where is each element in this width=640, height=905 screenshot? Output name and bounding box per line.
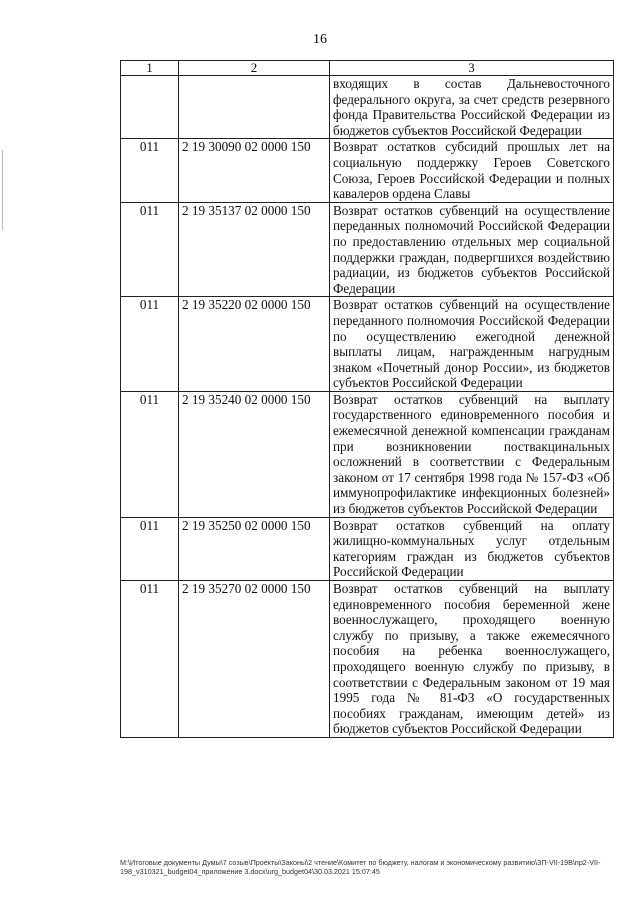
cell-admin-code: 011 <box>121 297 179 392</box>
cell-code-empty <box>121 76 179 139</box>
cell-kbk-code: 2 19 35220 02 0000 150 <box>179 297 330 392</box>
column-header-2: 2 <box>179 61 330 76</box>
table-row <box>121 391 614 517</box>
cell-description: Возврат остатков субвенций на выплату государственного единовременного пособия и ежемесячной денежной компенсации гражданам при возникновении поствакцинальных осложнений в соответствии с Федеральным законом от 17 сентября 1998 года № 157-ФЗ «Об иммунопрофилактике инфекционных болезней» из бюджетов субъектов Российской Федерации <box>330 391 614 517</box>
cell-kbk-empty <box>179 76 330 139</box>
cell-admin-code: 011 <box>121 139 179 202</box>
table-row <box>121 581 614 738</box>
budget-codes-table <box>120 60 614 738</box>
page-number: 16 <box>313 32 327 47</box>
cell-description: Возврат остатков субсидий прошлых лет на социальную поддержку Героев Советского Союза, Героев Российской Федерации и полных кавалеров ордена Славы <box>330 139 614 202</box>
cell-description: Возврат остатков субвенций на осуществление переданного полномочия Российской Федерации по осуществлению ежегодной денежной выплаты лицам, награжденным нагрудным знаком «Почетный донор России», из бюджетов субъектов Российской Федерации <box>330 297 614 392</box>
table-header-row <box>121 61 614 76</box>
column-header-3: 3 <box>330 61 614 76</box>
cell-admin-code: 011 <box>121 202 179 297</box>
cell-description: Возврат остатков субвенций на оплату жилищно-коммунальных услуг отдельным категориям граждан из бюджетов субъектов Российской Федерации <box>330 517 614 580</box>
cell-admin-code: 011 <box>121 581 179 738</box>
table-row <box>121 517 614 580</box>
table-row <box>121 202 614 297</box>
cell-description-continuation: входящих в состав Дальневосточного федерального округа, за счет средств резервного фонда Правительства Российской Федерации из бюджетов субъектов Российской Федерации <box>330 76 614 139</box>
cell-kbk-code: 2 19 35250 02 0000 150 <box>179 517 330 580</box>
cell-admin-code: 011 <box>121 517 179 580</box>
cell-kbk-code: 2 19 30090 02 0000 150 <box>179 139 330 202</box>
cell-kbk-code: 2 19 35240 02 0000 150 <box>179 391 330 517</box>
cell-kbk-code: 2 19 35137 02 0000 150 <box>179 202 330 297</box>
cell-description: Возврат остатков субвенций на осуществление переданных полномочий Российской Федерации по предоставлению отдельных мер социальной поддержки граждан, подвергшихся воздействию радиации, из бюджетов субъектов Российской Федерации <box>330 202 614 297</box>
scan-edge-mark <box>2 150 3 230</box>
cell-kbk-code: 2 19 35270 02 0000 150 <box>179 581 330 738</box>
cell-admin-code: 011 <box>121 391 179 517</box>
table-row <box>121 297 614 392</box>
file-path-footer: M:\Итоговые документы Думы\7 созыв\Проекты\Законы\2 чтение\Комитет по бюджету, налогам и экономическому развитию\ЗП-VII-19В\пр2-VII-198_v310321_budget04_приложение 3.docx\urg_budget04\30.03.2021 15:07:45 <box>120 858 601 876</box>
column-header-1: 1 <box>121 61 179 76</box>
cell-description: Возврат остатков субвенций на выплату единовременного пособия беременной жене военнослужащего, проходящего военную службу по призыву, а также ежемесячного пособия на ребенка военнослужащего, проходящего военную службу по призыву, в соответствии с Федеральным законом от 19 мая 1995 года № 81-ФЗ «О государственных пособиях гражданам, имеющим детей» из бюджетов субъектов Российской Федерации <box>330 581 614 738</box>
table-row <box>121 139 614 202</box>
table-row-continuation <box>121 76 614 139</box>
